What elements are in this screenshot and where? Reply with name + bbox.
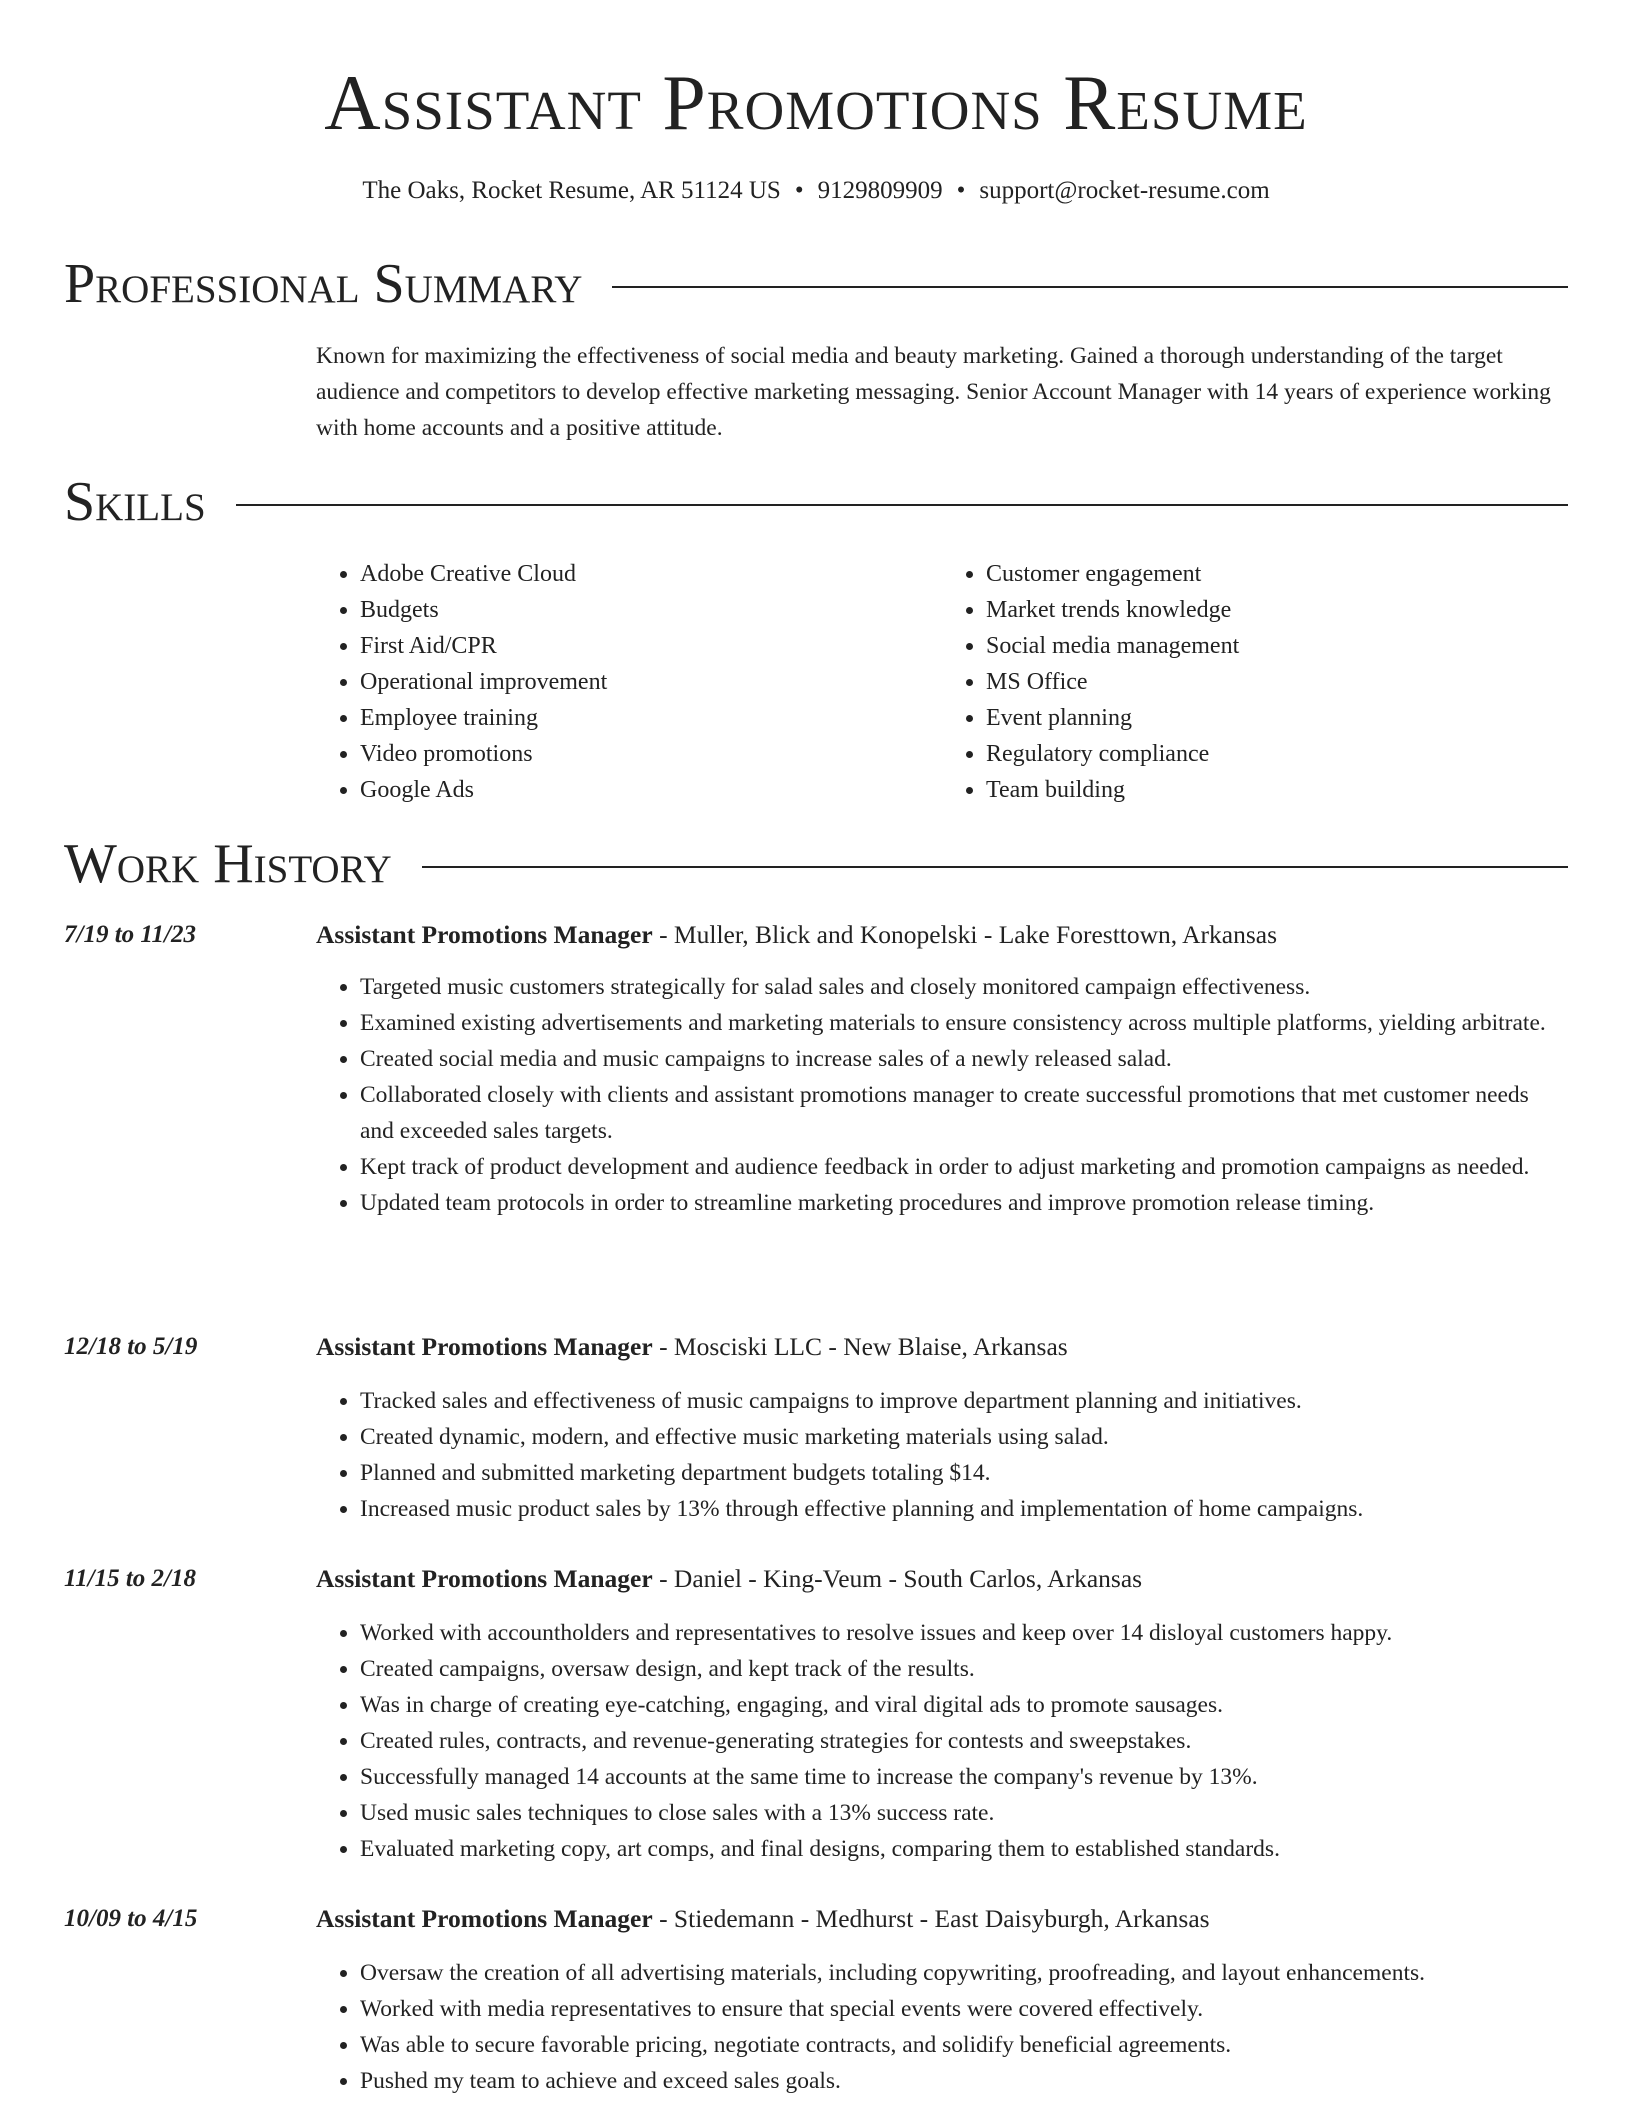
section-divider [612, 286, 1568, 288]
job-employer: - Stiedemann - Medhurst - East Daisyburgh, Arkansas [652, 1904, 1210, 1933]
skill-item: • MS Office [986, 664, 1568, 700]
skill-item: • Market trends knowledge [986, 592, 1568, 628]
skills-section-header [64, 470, 1568, 534]
job-title-line [316, 1329, 1568, 1365]
job-bullet: • Created dynamic, modern, and effective music marketing materials using salad. [360, 1419, 1568, 1455]
job-bullet: • Targeted music customers strategically for salad sales and closely monitored campaign effectiveness. [360, 969, 1568, 1005]
skill-item: • Regulatory compliance [986, 736, 1568, 772]
job-dates: 12/18 to 5/19 [64, 1333, 198, 1360]
summary-heading: Professional Summary [64, 253, 583, 315]
skill-item: • Social media management [986, 628, 1568, 664]
job-bullet: • Examined existing advertisements and marketing materials to ensure consistency across multiple platforms, yielding arbitrate. [360, 1005, 1568, 1041]
job-bullets [316, 969, 1568, 1221]
skill-item: • Event planning [986, 700, 1568, 736]
skill-item: • Operational improvement [360, 664, 942, 700]
job-dates: 7/19 to 11/23 [64, 921, 196, 948]
job-bullet: • Worked with media representatives to ensure that special events were covered effectively. [360, 1991, 1568, 2027]
resume-title: Assistant Promotions Resume [324, 59, 1308, 146]
work-section-header [64, 832, 1568, 896]
job-bullet: • Used music sales techniques to close sales with a 13% success rate. [360, 1795, 1568, 1831]
job-bullet: • Oversaw the creation of all advertising materials, including copywriting, proofreading, and layout enhancements. [360, 1955, 1568, 1991]
job-bullet: • Was in charge of creating eye-catching, engaging, and viral digital ads to promote sausages. [360, 1687, 1568, 1723]
job-bullet: • Tracked sales and effectiveness of music campaigns to improve department planning and initiatives. [360, 1383, 1568, 1419]
skill-item: • Employee training [360, 700, 942, 736]
job-title: Assistant Promotions Manager [316, 1904, 653, 1933]
summary-text: Known for maximizing the effectiveness of social media and beauty marketing. Gained a thorough understanding of the target audience and competitors to develop effective marketing messaging. Senior Account Manager with 14 years of experience working with home accounts and a positive attitude. [316, 343, 1551, 441]
work-heading: Work History [64, 833, 392, 895]
section-divider [236, 504, 1568, 506]
skill-item: • Google Ads [360, 772, 942, 808]
job-title: Assistant Promotions Manager [316, 1332, 653, 1361]
job-bullet: • Evaluated marketing copy, art comps, and final designs, comparing them to established standards. [360, 1831, 1568, 1867]
job-bullet: • Updated team protocols in order to streamline marketing procedures and improve promotion release timing. [360, 1185, 1568, 1221]
job-bullet: • Pushed my team to achieve and exceed sales goals. [360, 2063, 1568, 2099]
job-bullets [316, 1615, 1568, 1867]
contact-line [0, 176, 1632, 206]
job-bullet: • Kept track of product development and audience feedback in order to adjust marketing and promotion campaigns as needed. [360, 1149, 1568, 1185]
job-bullet: • Was able to secure favorable pricing, negotiate contracts, and solidify beneficial agreements. [360, 2027, 1568, 2063]
skill-item: • First Aid/CPR [360, 628, 942, 664]
job-dates: 10/09 to 4/15 [64, 1905, 198, 1932]
skill-item: • Adobe Creative Cloud [360, 556, 942, 592]
section-divider [422, 866, 1568, 868]
job-employer: - Mosciski LLC - New Blaise, Arkansas [652, 1332, 1068, 1361]
skills-column-right [942, 556, 1568, 808]
skills-heading: Skills [64, 471, 206, 533]
job-employer: - Daniel - King-Veum - South Carlos, Arkansas [652, 1564, 1143, 1593]
skill-item: • Team building [986, 772, 1568, 808]
job-dates: 11/15 to 2/18 [64, 1565, 196, 1592]
job-title: Assistant Promotions Manager [316, 920, 653, 949]
skill-item: • Video promotions [360, 736, 942, 772]
skills-column-left [316, 556, 942, 808]
job-title: Assistant Promotions Manager [316, 1564, 653, 1593]
contact-email[interactable]: support@rocket-resume.com [979, 177, 1270, 204]
skills-list [316, 556, 1568, 808]
job-bullet: • Created campaigns, oversaw design, and kept track of the results. [360, 1651, 1568, 1687]
job-employer: - Muller, Blick and Konopelski - Lake Foresttown, Arkansas [652, 920, 1278, 949]
job-bullet: • Worked with accountholders and representatives to resolve issues and keep over 14 disloyal customers happy. [360, 1615, 1568, 1651]
job-bullet: • Successfully managed 14 accounts at the same time to increase the company's revenue by 13%. [360, 1759, 1568, 1795]
job-bullet: • Planned and submitted marketing department budgets totaling $14. [360, 1455, 1568, 1491]
job-title-line [316, 1561, 1568, 1597]
job-bullet: • Collaborated closely with clients and assistant promotions manager to create successful promotions that met customer needs and exceeded sales targets. [360, 1077, 1568, 1149]
job-bullet: • Increased music product sales by 13% through effective planning and implementation of home campaigns. [360, 1491, 1568, 1527]
job-title-line [316, 1901, 1568, 1937]
job-bullets [316, 1955, 1568, 2099]
skill-item: • Budgets [360, 592, 942, 628]
job-title-line [316, 917, 1568, 953]
job-bullet: • Created rules, contracts, and revenue-generating strategies for contests and sweepstakes. [360, 1723, 1568, 1759]
contact-separator: • [794, 177, 804, 204]
job-bullet: • Created social media and music campaigns to increase sales of a newly released salad. [360, 1041, 1568, 1077]
skill-item: • Customer engagement [986, 556, 1568, 592]
job-bullets [316, 1383, 1568, 1527]
contact-phone: 9129809909 [817, 177, 943, 204]
contact-address: The Oaks, Rocket Resume, AR 51124 US [362, 177, 781, 204]
contact-separator: • [956, 177, 966, 204]
summary-section-header [64, 252, 1568, 316]
